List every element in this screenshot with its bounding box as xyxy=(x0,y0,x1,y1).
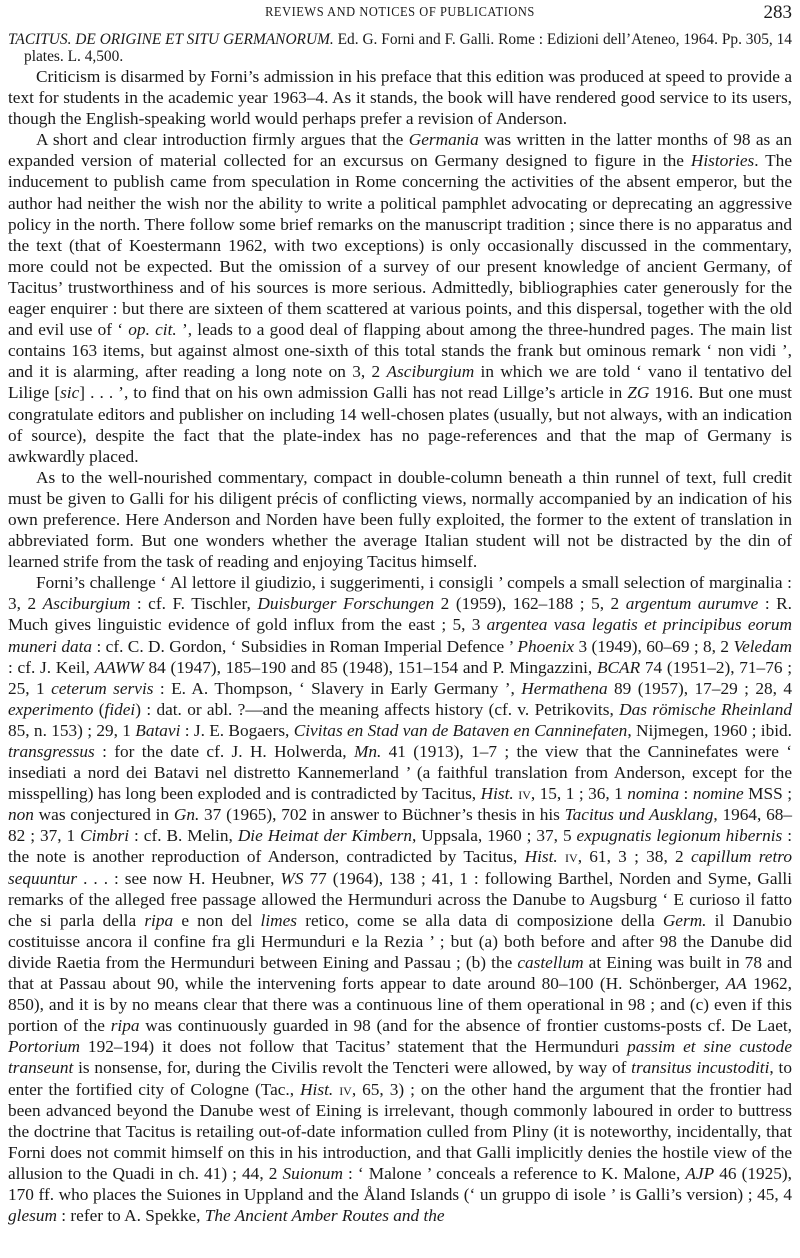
italic-text: Portorium xyxy=(8,1037,81,1057)
review-citation: TACITUS. DE ORIGINE ET SITU GERMANORUM. Ed. G. Forni and F. Galli. Rome : Edizioni dell’Ateneo, 1964. Pp. 305, 14 plates. L. 4,500. xyxy=(8,31,792,65)
italic-text: ceterum servis xyxy=(51,678,154,698)
italic-text: limes xyxy=(260,910,298,930)
italic-text: glesum xyxy=(8,1206,57,1226)
italic-text: Asciburgium xyxy=(42,594,131,614)
italic-text: Germania xyxy=(408,130,479,150)
italic-text: Das römische Rheinland xyxy=(619,699,793,719)
italic-text: ZG xyxy=(627,383,650,403)
italic-text: Hist. xyxy=(480,784,514,804)
italic-text: WS xyxy=(280,868,304,888)
italic-text: Hist. xyxy=(524,847,558,867)
italic-text: The Ancient Amber Routes and the xyxy=(204,1206,445,1226)
italic-text: ripa xyxy=(144,910,174,930)
italic-text: op. cit. xyxy=(128,320,177,340)
italic-text: transitus incustoditi xyxy=(631,1058,770,1078)
italic-text: AAWW xyxy=(94,657,144,677)
italic-text: Civitas en Stad van de Bataven en Canninefaten xyxy=(293,720,628,740)
italic-text: Hist. xyxy=(300,1079,334,1099)
italic-text: fidei xyxy=(104,699,136,719)
italic-text: Tacitus und Ausklang xyxy=(564,805,714,825)
review-body xyxy=(8,66,792,1226)
italic-text: BCAR xyxy=(596,657,641,677)
italic-text: expugnatis legionum hibernis xyxy=(576,826,783,846)
italic-text: passim et sine custode transeunt xyxy=(8,1037,792,1078)
italic-text: Gn. xyxy=(173,805,200,825)
paragraph-commentary: As to the well-nourished commentary, compact in double-column beneath a thin runnel of text, full credit must be given to Galli for his diligent précis of conflicting views, normally accompanied by an indication of his own preference. Here Anderson and Norden have been fully exploited, the former to the extent of translation in abbreviated form. But one wonders whether the average Italian student will not be distracted by the din of learned strife from the task of reading and enjoying Tacitus himself. xyxy=(8,467,792,572)
italic-text: argentea vasa legatis et principibus eorum muneri data xyxy=(8,615,792,656)
italic-text: Phoenix xyxy=(517,636,575,656)
italic-text: Mn. xyxy=(353,742,382,761)
italic-text: non xyxy=(8,805,34,825)
italic-text: Duisburger Forschungen xyxy=(257,594,435,614)
running-head xyxy=(0,4,800,24)
italic-text: Germ. xyxy=(662,910,707,930)
italic-text: AJP xyxy=(685,1163,715,1183)
italic-text: Cimbri xyxy=(80,826,130,846)
italic-text: nomina xyxy=(627,784,680,804)
running-head-title: REVIEWS AND NOTICES OF PUBLICATIONS xyxy=(265,4,535,19)
italic-text: argentum aurumve xyxy=(625,594,759,614)
italic-text: Suionum xyxy=(282,1163,343,1183)
italic-text: Veledam xyxy=(733,636,792,656)
italic-text: experimento xyxy=(8,699,94,719)
italic-text: Hermathena xyxy=(521,678,608,698)
italic-text: Asciburgium xyxy=(386,362,475,382)
paragraph-intro: Criticism is disarmed by Forni’s admission in his preface that this edition was produced at speed to provide a text for students in the academic year 1963–4. As it stands, the book will have rendered good service to its users, though the English-speaking world would perhaps prefer a revision of Anderson. xyxy=(8,67,792,129)
italic-text: Batavi xyxy=(135,720,181,740)
italic-text: Die Heimat der Kimbern xyxy=(237,826,412,846)
italic-text: Histories xyxy=(690,151,755,171)
italic-text: capillum retro sequuntur xyxy=(8,847,793,888)
italic-text: transgressus xyxy=(8,742,95,761)
page-number: 283 xyxy=(763,2,792,23)
italic-text: castellum xyxy=(517,952,584,972)
paragraph-marginalia: Forni’s challenge ‘ Al lettore il giudizio, i suggerimenti, i consigli ’ compels a small selection of marginalia : 3, 2 Asciburgium : cf. F. Tischler, Duisburger Forschungen 2 (1959), 162–188 ; 5, 2 argentum aurumve : R. Much gives linguistic evidence of gold influx from the east ; 5, 3 argentea vasa legatis et principibus eorum muneri data : cf. C. D. Gordon, ‘ Subsidies in Roman Imperial Defence ’ Phoenix 3 (1949), 60–69 ; 8, 2 Veledam : cf. J. Keil, AAWW 84 (1947), 185–190 and 85 (1948), 151–154 and P. Mingazzini, BCAR 74 (1951–2), 71–76 ; 25, 1 ceterum servis : E. A. Thompson, ‘ Slavery in Early Germany ’, Hermathena 89 (1957), 17–29 ; 28, 4 experimento (fidei) : dat. or abl. ?—and the meaning affects history (cf. v. Petrikovits, Das römische Rheinland 85, n. 153) ; 29, 1 Batavi : J. E. Bogaers, Civitas en Stad van de Bataven en Canninefaten, Nijmegen, 1960 ; ibid. transgressus : for the date cf. J. H. Holwerda, Mn. 41 (1913), 1–7 ; the view that the Canninefates were ‘ insediati a nord dei Batavi nel distretto Kannemerland ’ (a faithful translation from Anderson, except for the misspelling) has long been exploded and is contradicted by Tacitus, Hist. iv, 15, 1 ; 36, 1 nomina : nomine MSS ; non was conjectured in Gn. 37 (1965), 702 in answer to Büchner’s thesis in his Tacitus und Ausklang, 1964, 68–82 ; 37, 1 Cimbri : cf. B. Melin, Die Heimat der Kimbern, Uppsala, 1960 ; 37, 5 expugnatis legionum hibernis : the note is another reproduction of Anderson, contradicted by Tacitus, Hist. iv, 61, 3 ; 38, 2 capillum retro sequuntur . . . : see now H. Heubner, WS 77 (1964), 138 ; 41, 1 : following Barthel, Norden and Syme, Galli remarks of the alleged free passage allowed the Hermunduri across the Danube to Augsburg ‘ E curioso il fatto che si parla della ripa e non del limes retico, come se alla data di composizione della Germ. il Danubio costituisse ancora il confine fra gli Hermunduri e la Rezia ’ ; but (a) both before and after 98 the Danube did divide Raetia from the Hermunduri between Eining and Passau ; (b) the castellum at Eining was built in 78 and that at Passau about 90, while the intervening forts appear to date around 80–100 (H. Schönberger, AA 1962, 850), and it is by no means clear that there was a continuous line of them operational in 98 ; and (c) even if this portion of the ripa was continuously guarded in 98 (and for the absence of frontier customs-posts cf. De Laet, Portorium 192–194) it does not follow that Tacitus’ statement that the Hermunduri passim et sine custode transeunt is nonsense, for, during the Civilis revolt the Tencteri were allowed, by way of transitus incustoditi, to enter the fortified city of Cologne (Tac., Hist. iv, 65, 3) ; on the other hand the argument that the frontier had been advanced beyond the Danube west of Eining is irrelevant, though commonly laboured in order to buttress the doctrine that Tacitus is retailing out-of-date information culled from Pliny (it is noteworthy, incidentally, that Forni does not commit himself on this in his introduction, and that Galli implicitly denies the hostile view of the allusion to the Quadi in ch. 41) ; 44, 2 Suionum : ‘ Malone ’ conceals a reference to K. Malone, AJP 46 (1925), 170 ff. who places the Suiones in Uppland and the Åland Islands (‘ un gruppo di isole ’ is Galli’s version) ; 45, 4 glesum : refer to A. Spekke, The Ancient Amber Routes and the xyxy=(8,573,793,1226)
italic-text: ripa xyxy=(110,1016,140,1036)
italic-text: TACITUS. DE ORIGINE ET SITU GERMANORUM. xyxy=(8,31,334,48)
italic-text: nomine xyxy=(692,784,744,804)
paragraph-introduction-summary: A short and clear introduction firmly argues that the Germania was written in the latter months of 98 as an expanded version of material collected for an excursus on Germany designed to figure in the Histories. The inducement to publish came from speculation in Rome concerning the activities of the absent emperor, but the author had neither the wish nor the ability to write a political pamphlet advocating or deprecating an aggressive policy in the north. There follow some brief remarks on the manuscript tradition ; since there is no apparatus and the text (that of Koestermann 1962, with two exceptions) is only occasionally discussed in the commentary, more could not be expected. But the omission of a survey of our present knowledge of ancient Germany, of Tacitus’ trustworthiness and of his sources is more serious. Admittedly, bibliographies cater generously for the eager enquirer : but there are sixteen of them scattered at various points, and this dispersal, together with the old and evil use of ‘ op. cit. ’, leads to a good deal of flapping about among the three-hundred pages. The main list contains 163 items, but against almost one-sixth of this total stands the frank but ominous remark ‘ non vidi ’, and it is alarming, after reading a long note on 3, 2 Asciburgium in which we are told ‘ vano il tentativo del Lilige [sic] . . . ’, to find that on his own admission Galli has not read Lillge’s article in ZG 1916. But one must congratulate editors and publisher on including 14 well-chosen plates (usually, but not always, with an indication of source), despite the fact that the plate-index has no page-references and that the map of Germany is awkwardly placed. xyxy=(8,130,793,466)
italic-text: AA xyxy=(725,974,747,994)
italic-text: sic xyxy=(60,383,80,403)
